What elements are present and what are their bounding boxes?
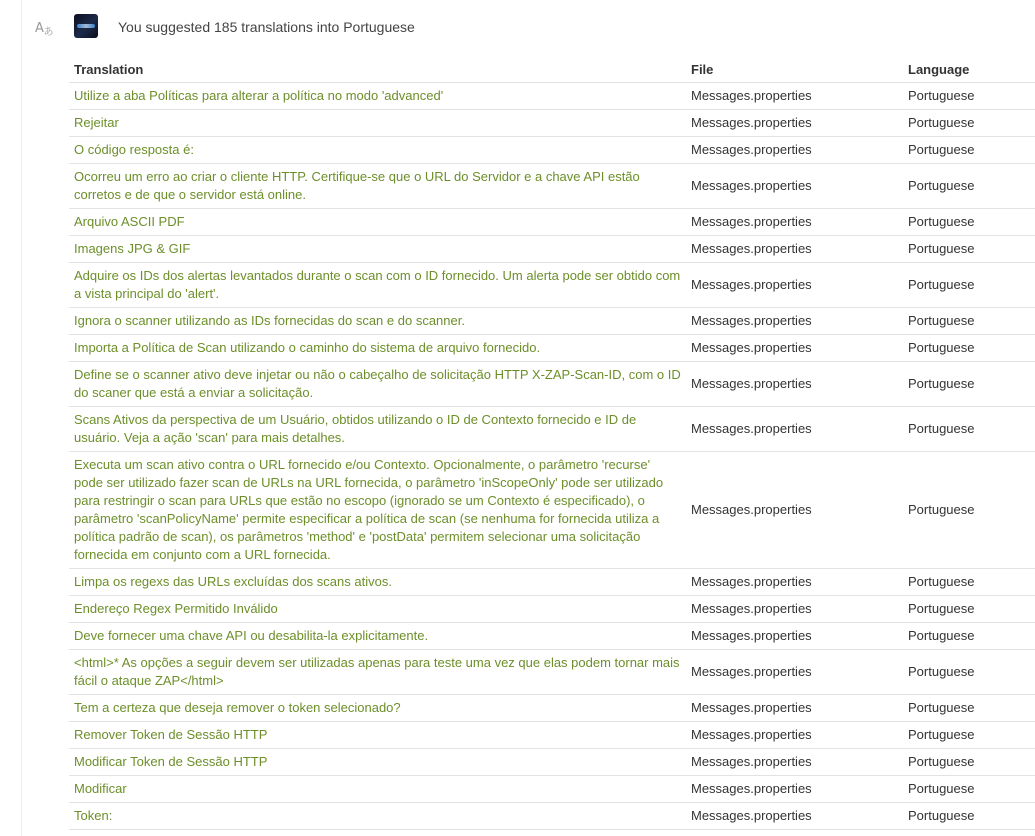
translation-link[interactable]: Ignora o scanner utilizando as IDs fornecidas do scan e do scanner. <box>74 313 465 328</box>
table-row <box>69 776 1035 803</box>
file-cell: Messages.properties <box>686 335 903 362</box>
language-cell: Portuguese <box>903 164 1035 209</box>
file-cell: Messages.properties <box>686 650 903 695</box>
language-cell: Portuguese <box>903 335 1035 362</box>
language-cell: Portuguese <box>903 137 1035 164</box>
table-row <box>69 362 1035 407</box>
translation-link[interactable]: Token: <box>74 808 113 823</box>
translation-cell <box>69 236 686 263</box>
translation-cell <box>69 749 686 776</box>
table-row <box>69 596 1035 623</box>
svg-text:A: A <box>35 21 44 36</box>
translation-cell <box>69 776 686 803</box>
translations-table <box>69 56 1035 830</box>
translation-cell <box>69 335 686 362</box>
translation-link[interactable]: Ocorreu um erro ao criar o cliente HTTP. Certifique-se que o URL do Servidor e a chave API estão corretos e de que o servidor está online. <box>74 169 640 202</box>
translation-cell <box>69 650 686 695</box>
translation-link[interactable]: Executa um scan ativo contra o URL fornecido e/ou Contexto. Opcionalmente, o parâmetro 'recurse' pode ser utilizado fazer scan de URLs na URL fornecida, o parâmetro 'inScopeOnly' pode ser utilizado para restringir o scan para URLs que estão no escopo (ignorado se um Contexto é especificado), o parâmetro 'scanPolicyName' permite especificar a política de scan (se nenhuma for fornecida utiliza a política padrão de scan), os parâmetros 'method' e 'postData' permitem selecionar uma solicitação fornecida em conjunto com a URL fornecida. <box>74 457 664 562</box>
language-cell: Portuguese <box>903 803 1035 830</box>
table-row <box>69 164 1035 209</box>
file-cell: Messages.properties <box>686 623 903 650</box>
table-row <box>69 407 1035 452</box>
translation-link[interactable]: Importa a Política de Scan utilizando o caminho do sistema de arquivo fornecido. <box>74 340 541 355</box>
language-cell: Portuguese <box>903 407 1035 452</box>
translations-table-wrapper <box>69 56 1035 830</box>
translation-link[interactable]: Endereço Regex Permitido Inválido <box>74 601 278 616</box>
language-cell: Portuguese <box>903 776 1035 803</box>
column-header-translation: Translation <box>69 56 686 83</box>
translation-cell <box>69 623 686 650</box>
table-row <box>69 110 1035 137</box>
file-cell: Messages.properties <box>686 749 903 776</box>
file-cell: Messages.properties <box>686 722 903 749</box>
translation-cell <box>69 803 686 830</box>
language-cell: Portuguese <box>903 722 1035 749</box>
language-cell: Portuguese <box>903 209 1035 236</box>
translation-cell <box>69 137 686 164</box>
file-cell: Messages.properties <box>686 110 903 137</box>
language-cell: Portuguese <box>903 236 1035 263</box>
svg-text:あ: あ <box>43 27 54 38</box>
column-header-language: Language <box>903 56 1035 83</box>
translation-link[interactable]: O código resposta é: <box>74 142 194 157</box>
language-cell: Portuguese <box>903 749 1035 776</box>
file-cell: Messages.properties <box>686 83 903 110</box>
table-row <box>69 650 1035 695</box>
file-cell: Messages.properties <box>686 236 903 263</box>
language-cell: Portuguese <box>903 596 1035 623</box>
file-cell: Messages.properties <box>686 695 903 722</box>
translation-cell <box>69 362 686 407</box>
file-cell: Messages.properties <box>686 362 903 407</box>
translation-link[interactable]: Adquire os IDs dos alertas levantados durante o scan com o ID fornecido. Um alerta pode ser obtido com a vista principal do 'alert'. <box>74 268 681 301</box>
translation-cell <box>69 164 686 209</box>
file-cell: Messages.properties <box>686 596 903 623</box>
table-row <box>69 569 1035 596</box>
table-row <box>69 722 1035 749</box>
language-cell: Portuguese <box>903 110 1035 137</box>
translation-cell <box>69 110 686 137</box>
file-cell: Messages.properties <box>686 776 903 803</box>
left-divider <box>21 0 22 836</box>
language-cell: Portuguese <box>903 650 1035 695</box>
table-row <box>69 335 1035 362</box>
translation-link[interactable]: Imagens JPG & GIF <box>74 241 191 256</box>
table-row <box>69 236 1035 263</box>
file-cell: Messages.properties <box>686 164 903 209</box>
translation-link[interactable]: Rejeitar <box>74 115 119 130</box>
table-row <box>69 749 1035 776</box>
file-cell: Messages.properties <box>686 209 903 236</box>
table-row <box>69 83 1035 110</box>
translation-link[interactable]: Scans Ativos da perspectiva de um Usuário, obtidos utilizando o ID de Contexto fornecido e ID de usuário. Veja a ação 'scan' para mais detalhes. <box>74 412 637 445</box>
table-body <box>69 83 1035 830</box>
translation-link[interactable]: Deve fornecer uma chave API ou desabilita-la explicitamente. <box>74 628 429 643</box>
table-row <box>69 263 1035 308</box>
file-cell: Messages.properties <box>686 263 903 308</box>
language-cell: Portuguese <box>903 362 1035 407</box>
table-row <box>69 695 1035 722</box>
file-cell: Messages.properties <box>686 308 903 335</box>
language-cell: Portuguese <box>903 452 1035 569</box>
translation-cell <box>69 83 686 110</box>
translation-cell <box>69 209 686 236</box>
translation-cell <box>69 452 686 569</box>
avatar-logo-mark <box>77 24 95 28</box>
translation-cell <box>69 596 686 623</box>
table-row <box>69 623 1035 650</box>
file-cell: Messages.properties <box>686 407 903 452</box>
language-cell: Portuguese <box>903 695 1035 722</box>
user-avatar[interactable] <box>74 14 98 38</box>
language-cell: Portuguese <box>903 308 1035 335</box>
table-header-row <box>69 56 1035 83</box>
language-cell: Portuguese <box>903 623 1035 650</box>
translation-link[interactable]: Utilize a aba Políticas para alterar a política no modo 'advanced' <box>74 88 444 103</box>
language-cell: Portuguese <box>903 83 1035 110</box>
table-row <box>69 803 1035 830</box>
translation-link[interactable]: Tem a certeza que deseja remover o token selecionado? <box>74 700 401 715</box>
table-row <box>69 452 1035 569</box>
translation-cell <box>69 695 686 722</box>
translation-link[interactable]: Modificar Token de Sessão HTTP <box>74 754 268 769</box>
file-cell: Messages.properties <box>686 137 903 164</box>
translation-link[interactable]: Arquivo ASCII PDF <box>74 214 185 229</box>
file-cell: Messages.properties <box>686 452 903 569</box>
column-header-file: File <box>686 56 903 83</box>
language-cell: Portuguese <box>903 569 1035 596</box>
translation-cell <box>69 569 686 596</box>
translation-link[interactable]: Limpa os regexs das URLs excluídas dos scans ativos. <box>74 574 392 589</box>
file-cell: Messages.properties <box>686 803 903 830</box>
file-cell: Messages.properties <box>686 569 903 596</box>
translation-link[interactable]: Modificar <box>74 781 127 796</box>
translate-icon <box>35 18 55 38</box>
translation-cell <box>69 407 686 452</box>
translation-link[interactable]: Remover Token de Sessão HTTP <box>74 727 268 742</box>
language-cell: Portuguese <box>903 263 1035 308</box>
translation-link[interactable]: Define se o scanner ativo deve injetar ou não o cabeçalho de solicitação HTTP X-ZAP-Scan-ID, com o ID do scaner que está a enviar a solicitação. <box>74 367 681 400</box>
translation-link[interactable]: <html>* As opções a seguir devem ser utilizadas apenas para teste uma vez que elas podem tornar mais fácil o ataque ZAP</html> <box>74 655 680 688</box>
table-row <box>69 209 1035 236</box>
table-row <box>69 137 1035 164</box>
translation-cell <box>69 308 686 335</box>
table-row <box>69 308 1035 335</box>
translation-cell <box>69 263 686 308</box>
activity-summary: You suggested 185 translations into Portuguese <box>118 19 415 35</box>
translation-cell <box>69 722 686 749</box>
